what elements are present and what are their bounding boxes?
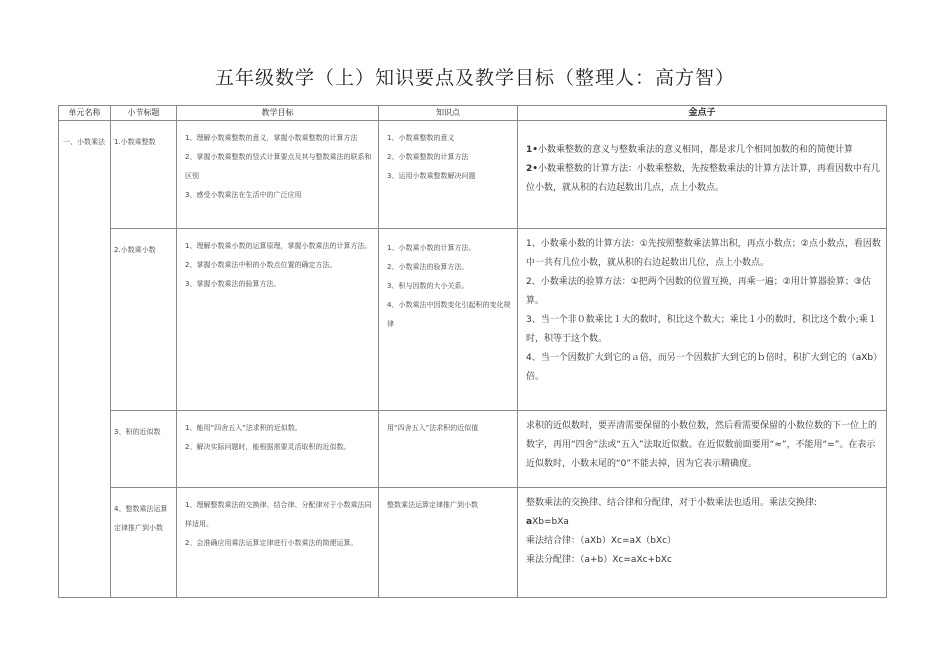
header-unit: 单元名称 (59, 106, 111, 121)
goal-item: 3、掌握小数乘法的验算方法。 (185, 280, 281, 288)
formula-text: Xb=bXa (532, 517, 569, 527)
table-header-row (59, 106, 887, 121)
tip-item: 1、小数乘小数的计算方法：①先按照整数乘法算出积，再点小数点；②点小数点，看因数中一共有几位小数，就从积的右边起数出几位，点上小数点。 (526, 239, 881, 268)
goal-item: 1、能用“四舍五入”法求积的近似数。 (185, 424, 302, 432)
tip-item: 4、当一个因数扩大到它的ａ倍，而另一个因数扩大到它的ｂ倍时，积扩大到它的（aXb）倍。 (526, 353, 878, 382)
knowledge-cell (379, 229, 518, 411)
tips-cell (518, 411, 887, 488)
goal-item: 2、掌握小数乘法中积的小数点位置的确定方法。 (185, 261, 337, 269)
section-title: 3、积的近似数 (114, 428, 161, 436)
goal-item: 2、会准确应用乘法运算定律进行小数乘法的简便运算。 (185, 539, 358, 547)
unit-cell (59, 121, 111, 598)
knowledge-table (58, 105, 887, 598)
table-row (59, 229, 887, 411)
header-section: 小节标题 (111, 106, 177, 121)
tips-cell (518, 229, 887, 411)
goals-cell (177, 229, 379, 411)
tip-text: 小数乘整数的计算方法：小数乘整数，先按整数乘法的计算方法计算，再看因数中有几位小数，就从积的右边起数出几点，点上小数点。 (526, 164, 881, 193)
section-cell (111, 411, 177, 488)
knowledge-item: 2、小数乘法的验算方法。 (387, 263, 469, 271)
knowledge-item: 用“四舍五入”法求积的近似值 (387, 424, 479, 432)
header-tips: 金点子 (518, 106, 887, 121)
section-title: 1.小数乘整数 (114, 138, 156, 146)
goal-item: 1、理解小数乘整数的意义，掌握小数乘整数的计算方法 (185, 134, 358, 142)
goals-cell (177, 411, 379, 488)
tip-item: 乘法结合律：（aXb）Xc=aX（bXc） (526, 536, 677, 546)
knowledge-item: 整数乘法运算定律推广到小数 (387, 501, 478, 509)
tip-item: 乘法分配律：（a+b）Xc=aXc+bXc (526, 555, 672, 565)
knowledge-item: 4、小数乘法中因数变化引起积的变化规律 (387, 301, 511, 328)
document-title: 五年级数学（上）知识要点及教学目标（整理人：高方智） (214, 67, 735, 89)
goal-item: 2、解决实际问题时，能根据需要灵活取积的近似数。 (185, 443, 351, 451)
section-title: 2.小数乘小数 (114, 246, 156, 254)
tips-cell (518, 488, 887, 598)
knowledge-cell (379, 488, 518, 598)
knowledge-item: 2、小数乘整数的计算方法 (387, 153, 469, 161)
header-knowledge: 知识点 (379, 106, 518, 121)
tip-item: 求积的近似数时，要弄清需要保留的小数位数，然后看需要保留的小数位数的下一位上的数字，再用“四舍”法或“五入”法取近似数。在近似数前面要用“≈”，不能用“=”。在表示近似数时，小数末尾的“0”不能去掉，因为它表示精确度。 (526, 421, 878, 469)
table-row (59, 488, 887, 598)
tip-item: 3、当一个非０数乘比１大的数时，积比这个数大；乘比１小的数时，积比这个数小;乘１时，积等于这个数。 (526, 315, 877, 344)
goal-item: 2、掌握小数乘整数的竖式计算要点及其与整数乘法的联系和区别 (185, 153, 372, 180)
goal-item: 1、理解整数乘法的交换律、结合律、分配律对于小数乘法同样适用。 (185, 501, 372, 528)
table-row (59, 411, 887, 488)
tip-item (526, 160, 882, 198)
tip-item (526, 513, 882, 532)
table-row (59, 121, 887, 229)
header-goals: 教学目标 (177, 106, 379, 121)
section-cell (111, 229, 177, 411)
knowledge-item: 3、运用小数乘整数解决问题 (387, 172, 476, 180)
goal-item: 3、感受小数乘法在生活中的广泛应用 (185, 191, 302, 199)
tip-number: 1• (526, 145, 539, 155)
knowledge-cell (379, 121, 518, 229)
section-cell (111, 488, 177, 598)
unit-name: 一、小数乘法 (63, 138, 105, 146)
tip-item (526, 141, 882, 160)
section-title: 4、整数乘法运算定律推广到小数 (114, 505, 168, 532)
section-cell (111, 121, 177, 229)
knowledge-item: 1、小数乘小数的计算方法。 (387, 244, 476, 252)
knowledge-cell (379, 411, 518, 488)
tip-number: 2• (526, 164, 539, 174)
goals-cell (177, 121, 379, 229)
goals-cell (177, 488, 379, 598)
knowledge-item: 1、小数乘整数的意义 (387, 134, 455, 142)
tip-item: 2、小数乘法的验算方法：①把两个因数的位置互换，再乘一遍；②用计算器验算；③估算。 (526, 277, 871, 306)
tip-item: 整数乘法的交换律、结合律和分配律，对于小数乘法也适用。乘法交换律: (526, 498, 818, 508)
formula-variable: a (526, 517, 533, 527)
knowledge-item: 3、积与因数的大小关系。 (387, 282, 469, 290)
goal-item: 1、理解小数乘小数的运算原理，掌握小数乘法的计算方法。 (185, 242, 372, 250)
tips-cell (518, 121, 887, 229)
tip-text: 小数乘整数的意义与整数乘法的意义相同，都是求几个相同加数的和的简便计算 (538, 145, 854, 155)
